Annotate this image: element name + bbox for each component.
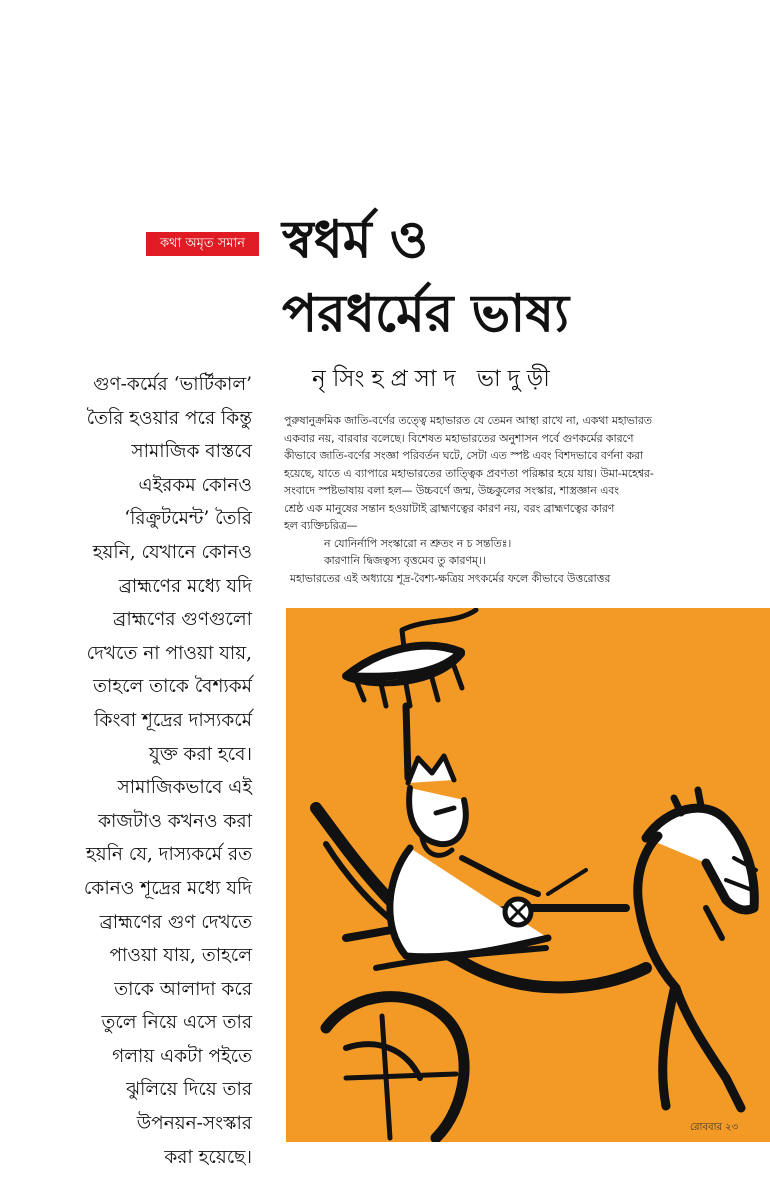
pull-quote-line: দেখতে না পাওয়া যায়,: [86, 642, 252, 664]
body-continuation: মহাভারতের এই অধ্যায়ে শূদ্র-বৈশ্য-ক্ষত্রিয় সৎকর্মের ফলে কীভাবে উত্তরোত্তর: [290, 571, 611, 585]
verse-line: কারণানি দ্বিজত্বস্য বৃত্তমেব তু কারণম্।।: [324, 554, 486, 567]
pull-quote-line: গুণ-কর্মের ‘ভার্টিকাল’: [93, 374, 252, 395]
page-title-line-1: স্বধর্ম ও: [282, 209, 429, 270]
pull-quote-line: ব্রাহ্মণের মধ্যে যদি: [118, 575, 252, 597]
body-line: পুরুষানুক্রমিক জাতি-বর্ণের তত্ত্বে মহাভারত যে তেমন আস্থা রাখে না, একথা মহাভারত: [284, 414, 652, 427]
illustration: [286, 608, 770, 1142]
body-line: একবার নয়, বারবার বলেছে। বিশেষত মহাভারতের অনুশাসন পর্বে গুণকর্মের কারণে: [284, 431, 634, 445]
pull-quote-line: কিংবা শূদ্রের দাস্যকর্মে: [94, 709, 252, 731]
pull-quote-line: কোনও শূদ্রের মধ্যে যদি: [83, 877, 252, 899]
pull-quote-line: যুক্ত করা হবে।: [149, 743, 252, 765]
pull-quote-line: তুলে নিয়ে এসে তার: [101, 1012, 252, 1034]
pull-quote-line: তাহলে তাকে বৈশ্যকর্ম: [93, 676, 252, 698]
body-line: শ্রেষ্ঠ এক মানুষের সন্তান হওয়াটাই ব্রাহ্মণত্বের কারণ নয়, বরং ব্রাহ্মণত্বের কারণ: [284, 501, 615, 515]
pull-quote-line: ব্রাহ্মণের গুণগুলো: [113, 609, 252, 631]
pull-quote: [34, 368, 252, 1174]
pull-quote-line: গলায় একটা পইতে: [112, 1045, 252, 1067]
pull-quote-line: তৈরি হওয়ার পরে কিন্তু: [86, 407, 252, 429]
pull-quote-line: ব্রাহ্মণের গুণ দেখতে: [99, 911, 252, 933]
chariot-illustration-icon: [286, 608, 770, 1142]
pull-quote-line: উপনয়ন-সংস্কার: [136, 1113, 252, 1135]
author-byline: নৃসিংহপ্রসাদ ভাদুড়ী: [312, 366, 557, 392]
pull-quote-line: হয়নি, যেখানে কোনও: [92, 541, 252, 563]
section-tag: কথা অমৃত সমান: [146, 232, 259, 256]
body-line: হয়েছে, যাতে এ ব্যাপারে মহাভারতের তাত্ত্বিক প্রবণতা পরিষ্কার হয়ে যায়। উমা-মহেশ্বর-: [284, 466, 654, 480]
body-line: সংবাদে স্পষ্টভাষায় বলা হল— উচ্চবর্ণে জন্ম, উচ্চকুলের সংস্কার, শাস্ত্রজ্ঞান এবং: [284, 484, 619, 497]
pull-quote-line: কাজটাও কখনও করা: [98, 810, 252, 832]
pull-quote-line: ঝুলিয়ে দিয়ে তার: [126, 1079, 252, 1101]
pull-quote-line: সামাজিকভাবে এই: [117, 777, 252, 799]
pull-quote-line: ‘রিক্রুটমেন্ট’ তৈরি: [124, 508, 252, 530]
pull-quote-line: সামাজিক বাস্তবে: [131, 441, 252, 463]
body-line: হল ব্যক্তিচরিত্র—: [284, 519, 358, 532]
body-line: কীভাবে জাতি-বর্ণের সংজ্ঞা পরিবর্তন ঘটে, সেটা এত স্পষ্ট এবং বিশদভাবে বর্ণনা করা: [284, 449, 644, 462]
page-title-line-2: পরধর্মের ভাষ্য: [282, 283, 570, 344]
pull-quote-line: এইরকম কোনও: [138, 474, 252, 496]
pull-quote-line: হয়নি যে, দাস্যকর্মে রত: [85, 844, 252, 866]
page-footer: রোববার ২৩: [690, 1122, 739, 1133]
article-body: [284, 412, 746, 587]
verse-line: ন যোনির্নাপি সংস্কারো ন শ্রুতং ন চ সন্ততিঃ।: [324, 536, 512, 550]
pull-quote-line: পাওয়া যায়, তাহলে: [109, 945, 252, 967]
pull-quote-line: করা হয়েছে।: [164, 1146, 252, 1168]
pull-quote-line: তাকে আলাদা করে: [114, 978, 252, 1000]
